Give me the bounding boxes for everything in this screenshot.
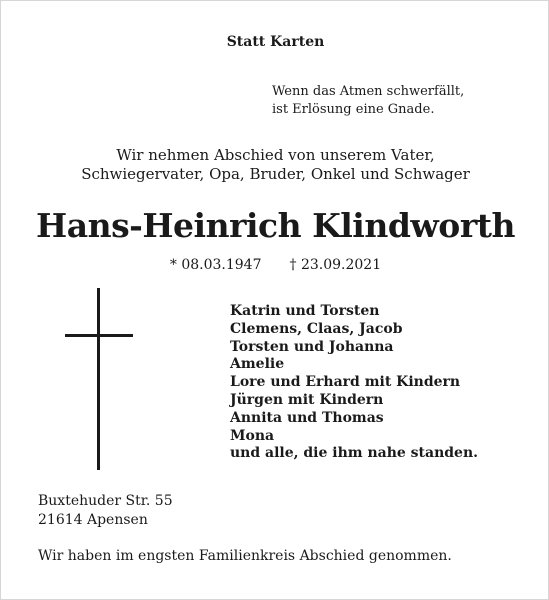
mourner-item: Clemens, Claas, Jacob xyxy=(230,320,403,337)
motto-quote xyxy=(272,83,464,119)
mourner-item: Annita und Thomas xyxy=(230,409,384,426)
intro-text xyxy=(1,146,549,184)
mourner-item: Mona xyxy=(230,427,275,444)
mourner-item: Amelie xyxy=(230,356,285,373)
mourner-item: Torsten und Johanna xyxy=(230,338,394,355)
motto-line-1: Wenn das Atmen schwerfällt, xyxy=(272,84,465,99)
death-date: † 23.09.2021 xyxy=(289,257,382,273)
deceased-name: Hans-Heinrich Klindworth xyxy=(36,206,515,245)
mourner-item: Jürgen mit Kindern xyxy=(230,391,384,408)
birth-date: * 08.03.1947 xyxy=(169,257,262,273)
cross-icon xyxy=(65,288,133,470)
intro-line-2: Schwiegervater, Opa, Bruder, Onkel und Schwager xyxy=(81,165,470,183)
address-city: 21614 Apensen xyxy=(38,512,148,528)
mourner-item: und alle, die ihm nahe standen. xyxy=(230,445,479,462)
mourner-item: Katrin und Torsten xyxy=(230,303,380,319)
address-street: Buxtehuder Str. 55 xyxy=(38,493,173,509)
closing-note: Wir haben im engsten Familienkreis Abschied genommen. xyxy=(38,548,452,564)
intro-line-1: Wir nehmen Abschied von unserem Vater, xyxy=(116,146,435,164)
mourner-item: Lore und Erhard mit Kindern xyxy=(230,374,461,391)
life-dates xyxy=(1,257,549,273)
mourners-list xyxy=(230,303,478,463)
notice-header: Statt Karten xyxy=(226,34,325,50)
motto-line-2: ist Erlösung eine Gnade. xyxy=(272,102,435,117)
address-block xyxy=(38,492,173,530)
